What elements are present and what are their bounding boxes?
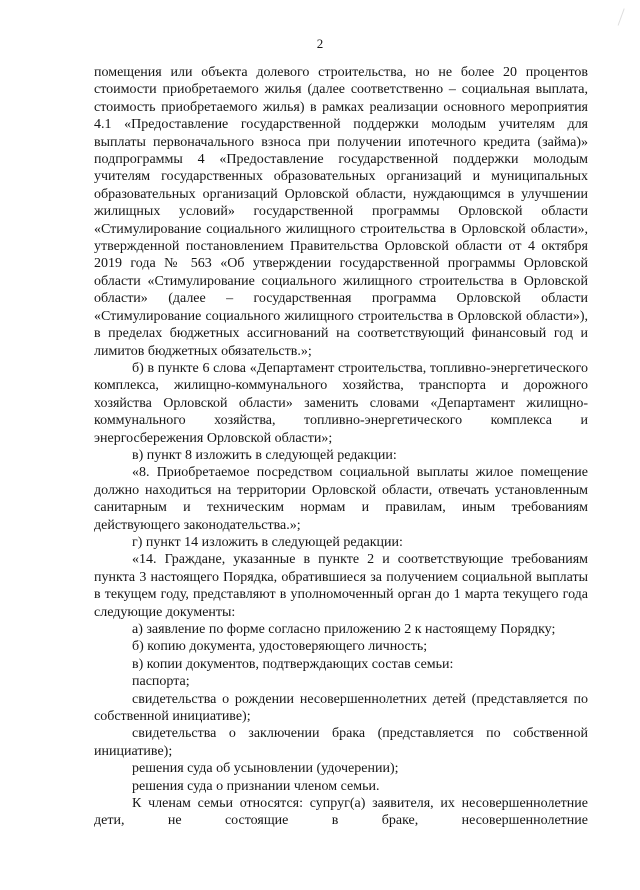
list-item-v: в) копии документов, подтверждающих состав семьи: xyxy=(132,656,454,672)
paragraph-item-v: в) пункт 8 изложить в следующей редакции: xyxy=(132,447,397,463)
list-subitem-birth-certificates: свидетельства о рождении несовершеннолетних детей (представляется по собственной инициативе); xyxy=(94,691,588,725)
paragraph-continuation: помещения или объекта долевого строительства, но не более 20 процентов стоимости приобретаемого жилья (далее соответственно – социальная выплата, стоимость приобретаемого жилья) в рамках реализации основного мероприятия 4.1 «Предоставление государственной поддержки молодым учителям для выплаты первоначального взноса при получении ипотечного кредита (займа)» подпрограммы 4 «Предоставление государственной поддержки молодым учителям государственных образовательных организаций и муниципальных образовательных организаций Орловской области, нуждающимся в улучшении жилищных условий» государственной программы Орловской области «Стимулирование социального жилищного строительства в Орловской области», утвержденной постановлением Правительства Орловской области от 4 октября 2019 года № 563 «Об утверждении государственной программы Орловской области «Стимулирование социального жилищного строительства в Орловской области» (далее – государственная программа Орловской области «Стимулирование социального жилищного строительства в Орловской области»), в пределах бюджетных ассигнований на соответствующий финансовый год и лимитов бюджетных обязательств.»; xyxy=(94,65,588,359)
list-item-a: а) заявление по форме согласно приложению 2 к настоящему Порядку; xyxy=(132,622,556,637)
paragraph-family-members: К членам семьи относятся: супруг(а) заявителя, их несовершеннолетние дети, не состоящие в браке, несовершеннолетние xyxy=(94,796,588,829)
list-subitem-marriage-certificate: свидетельства о заключении брака (представляется по собственной инициативе); xyxy=(94,726,588,759)
paragraph-point-14: «14. Граждане, указанные в пункте 2 и соответствующие требованиям пункта 3 настоящего Порядка, обратившиеся за получением социальной выплаты в текущем году, представляют в уполномоченный орган до 1 марта текущего года следующие документы: xyxy=(94,552,588,620)
paragraph-item-b: б) в пункте 6 слова «Департамент строительства, топливно-энергетического комплекса, жилищно-коммунального хозяйства, транспорта и дорожного хозяйства Орловской области» заменить словами «Департамент жилищно-коммунального хозяйства, топливно-энергетического комплекса и энергосбережения Орловской области»; xyxy=(94,360,588,446)
list-subitem-passport: паспорта; xyxy=(132,674,190,690)
list-subitem-family-member-decision: решения суда о признании членом семьи. xyxy=(132,778,380,794)
list-subitem-adoption-decision: решения суда об усыновлении (удочерении); xyxy=(132,761,399,777)
document-body xyxy=(94,64,588,830)
page-number: 2 xyxy=(316,36,324,51)
paragraph-point-8: «8. Приобретаемое посредством социальной выплаты жилое помещение должно находиться на территории Орловской области, отвечать установленным санитарным и техническим нормам и правилам, иным требованиям действующего законодательства.»; xyxy=(94,465,588,533)
list-item-b: б) копию документа, удостоверяющего личность; xyxy=(132,639,428,655)
paragraph-item-g: г) пункт 14 изложить в следующей редакции: xyxy=(132,534,403,550)
scan-mark xyxy=(606,4,624,25)
